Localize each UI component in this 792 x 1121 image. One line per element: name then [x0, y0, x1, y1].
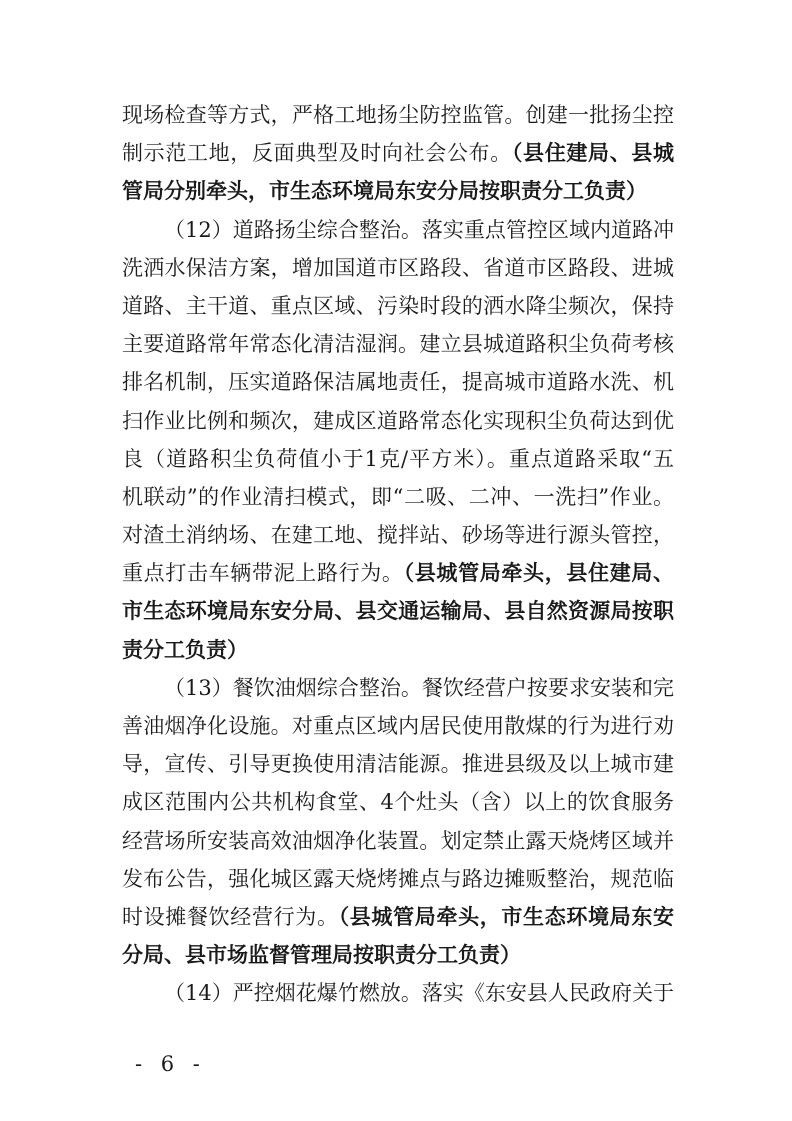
text-line: 扫作业比例和频次，建成区道路常态化实现积尘负荷达到优 — [122, 408, 674, 433]
responsibility-note-line: 市生态环境局东安分局、县交通运输局、县自然资源局按职 — [122, 598, 674, 624]
responsibility-note-line: 分局、县市场监督管理局按职责分工负责） — [122, 942, 521, 968]
text-line: 经营场所安装高效油烟净化装置。划定禁止露天烧烤区域并 — [122, 828, 674, 853]
text-line: 主要道路常年常态化清洁湿润。建立县城道路积尘负荷考核 — [122, 332, 674, 357]
responsibility-note: （县城管局牵头，市生态环境局东安 — [338, 903, 674, 929]
paragraph-14-heading-line: （14）严控烟花爆竹燃放。落实《东安县人民政府关于 — [164, 981, 674, 1006]
text-line: 洗洒水保洁方案，增加国道市区路段、省道市区路段、进城 — [122, 255, 674, 280]
body-text — [122, 96, 674, 1013]
paragraph-13-heading-line: （13）餐饮油烟综合整治。餐饮经营户按要求安装和完 — [164, 675, 674, 700]
text-line: 机联动”的作业清扫模式，即“二吸、二冲、一洗扫”作业。 — [122, 484, 674, 509]
responsibility-note: （县住建局、县城 — [511, 140, 674, 166]
responsibility-note-line: 责分工负责） — [122, 636, 248, 662]
text-line: 现场检查等方式，严格工地扬尘防控监管。创建一批扬尘控 — [122, 103, 674, 127]
paragraph-12-heading-line: （12）道路扬尘综合整治。落实重点管控区域内道路冲 — [164, 217, 674, 242]
text-line: 成区范围内公共机构食堂、4个灶头（含）以上的饮食服务 — [122, 790, 674, 815]
text-line: 对渣土消纳场、在建工地、搅拌站、砂场等进行源头管控， — [122, 523, 674, 548]
text-line: 排名机制，压实道路保洁属地责任，提高城市道路水洗、机 — [122, 370, 674, 395]
text-line: 良（道路积尘负荷值小于1克/平方米）。重点道路采取“五 — [122, 446, 674, 471]
responsibility-note-line: 管局分别牵头，市生态环境局东安分局按职责分工负责） — [122, 178, 647, 204]
text-line: 导，宣传、引导更换使用清洁能源。推进县级及以上城市建 — [122, 752, 674, 777]
page-number: - 6 - — [135, 1052, 206, 1076]
text-line: 重点打击车辆带泥上路行为。（县城管局牵头，县住建局、 — [122, 560, 674, 586]
responsibility-note: （县城管局牵头，县住建局、 — [403, 560, 674, 586]
text-line: 制示范工地，反面典型及时向社会公布。（县住建局、县城 — [122, 140, 674, 166]
text-line: 道路、主干道、重点区域、污染时段的洒水降尘频次，保持 — [122, 293, 674, 318]
text-line: 发布公告，强化城区露天烧烤摊点与路边摊贩整治，规范临 — [122, 866, 674, 891]
text-line: 时设摊餐饮经营行为。（县城管局牵头，市生态环境局东安 — [122, 903, 674, 929]
text-line: 善油烟净化设施。对重点区域内居民使用散煤的行为进行劝 — [122, 714, 674, 738]
